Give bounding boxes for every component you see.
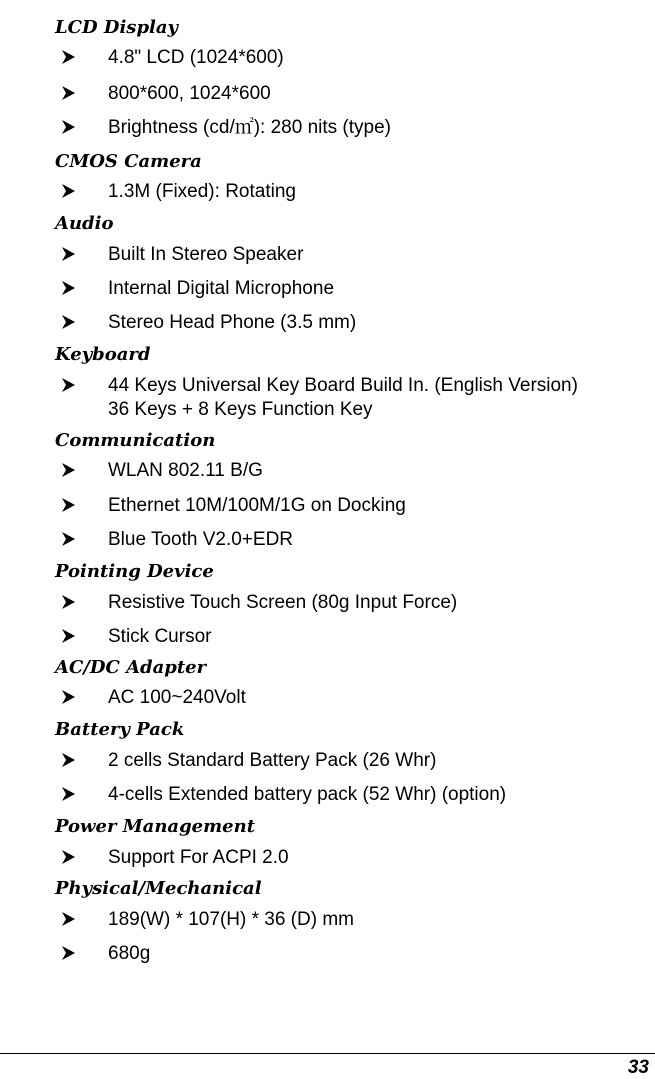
arrowhead-bullet-icon [60, 183, 76, 199]
section-heading-pointing-device: Pointing Device [55, 561, 214, 582]
section-heading-battery-pack: Battery Pack [55, 719, 185, 740]
arrowhead-bullet-icon [60, 462, 76, 478]
list-item-text: 189(W) * 107(H) * 36 (D) mm [108, 909, 354, 930]
list-item-text: Support For ACPI 2.0 [108, 847, 289, 868]
section-heading-power-management: Power Management [55, 816, 256, 837]
list-item-text: 2 cells Standard Battery Pack (26 Whr) [108, 750, 437, 771]
list-item-text: Brightness (cd/㎡): 280 nits (type) [108, 117, 391, 138]
section-heading-physical-mechanical: Physical/Mechanical [55, 878, 262, 899]
section-heading-ac-dc-adapter: AC/DC Adapter [55, 657, 207, 678]
page-number: 33 [627, 1057, 649, 1078]
list-item-text: Stereo Head Phone (3.5 mm) [108, 312, 357, 333]
arrowhead-bullet-icon [60, 280, 76, 296]
list-item-text: Stick Cursor [108, 626, 212, 647]
list-item-text: WLAN 802.11 B/G [108, 460, 263, 481]
arrowhead-bullet-icon [60, 531, 76, 547]
list-item-text: 680g [108, 943, 151, 964]
list-item-text: Blue Tooth V2.0+EDR [108, 529, 294, 550]
arrowhead-bullet-icon [60, 119, 76, 135]
arrowhead-bullet-icon [60, 786, 76, 802]
list-item-text: 800*600, 1024*600 [108, 83, 271, 104]
footer-divider [0, 1053, 655, 1054]
section-heading-audio: Audio [55, 213, 114, 234]
list-item-text: 1.3M (Fixed): Rotating [108, 181, 296, 202]
section-heading-lcd-display: LCD Display [55, 17, 178, 38]
section-heading-keyboard: Keyboard [55, 344, 151, 365]
list-item-text: 44 Keys Universal Key Board Build In. (English Version) [108, 375, 578, 396]
arrowhead-bullet-icon [60, 594, 76, 610]
list-item-text: Resistive Touch Screen (80g Input Force) [108, 592, 458, 613]
arrowhead-bullet-icon [60, 689, 76, 705]
arrowhead-bullet-icon [60, 85, 76, 101]
arrowhead-bullet-icon [60, 628, 76, 644]
list-item-text: Ethernet 10M/100M/1G on Docking [108, 495, 406, 516]
arrowhead-bullet-icon [60, 945, 76, 961]
arrowhead-bullet-icon [60, 49, 76, 65]
arrowhead-bullet-icon [60, 911, 76, 927]
arrowhead-bullet-icon [60, 752, 76, 768]
arrowhead-bullet-icon [60, 497, 76, 513]
arrowhead-bullet-icon [60, 246, 76, 262]
list-item-text: AC 100~240Volt [108, 687, 246, 708]
arrowhead-bullet-icon [60, 377, 76, 393]
list-item-text: Built In Stereo Speaker [108, 244, 304, 265]
list-item-text: 4.8" LCD (1024*600) [108, 47, 284, 68]
section-heading-cmos-camera: CMOS Camera [55, 151, 202, 172]
list-item-text-continued: 36 Keys + 8 Keys Function Key [108, 399, 373, 420]
section-heading-communication: Communication [55, 430, 216, 451]
list-item-text: 4-cells Extended battery pack (52 Whr) (option) [108, 784, 507, 805]
arrowhead-bullet-icon [60, 314, 76, 330]
list-item-text: Internal Digital Microphone [108, 278, 335, 299]
arrowhead-bullet-icon [60, 849, 76, 865]
